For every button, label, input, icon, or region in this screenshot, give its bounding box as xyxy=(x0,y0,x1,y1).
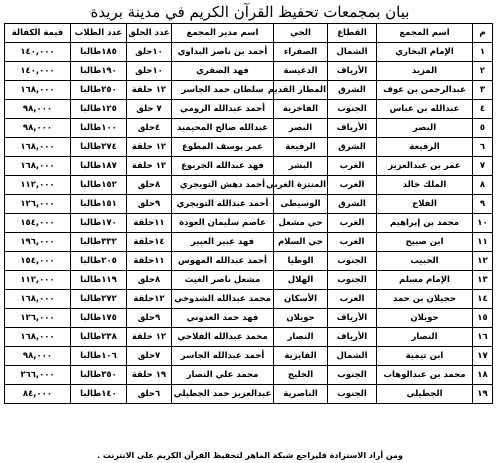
cell-students: ٢٣٨طالبا xyxy=(71,328,127,347)
cell-circles: ١١حلقة xyxy=(127,252,172,271)
cell-name: محمد بن عبدالوهاب xyxy=(377,366,473,385)
cell-index: ١٤ xyxy=(473,290,493,309)
cell-district: النصار xyxy=(274,328,328,347)
cell-name: النصار xyxy=(377,328,473,347)
cell-index: ٢ xyxy=(473,62,493,81)
cell-index: ٨ xyxy=(473,176,493,195)
cell-sector: الشرق xyxy=(328,81,377,100)
cell-district: الفايزية xyxy=(274,347,328,366)
cell-sector: الغرب xyxy=(328,233,377,252)
cell-index: ١١ xyxy=(473,233,493,252)
cell-students: ٢٥٠طالبا xyxy=(71,81,127,100)
cell-district: الهلال xyxy=(274,271,328,290)
cell-index: ١٩ xyxy=(473,385,493,404)
cell-manager: فهد عبدالله الجربوع xyxy=(172,157,274,176)
cell-students: ١٤٠طالبا xyxy=(71,385,127,404)
cell-index: ١٠ xyxy=(473,214,493,233)
cell-district: الخليج xyxy=(274,366,328,385)
cell-index: ٧ xyxy=(473,157,493,176)
header-value: قيمة الكفالة xyxy=(5,24,71,43)
cell-name: حجيلان بن حمد xyxy=(377,290,473,309)
cell-manager: مشعل ناصر الغيث xyxy=(172,271,274,290)
cell-sector: الغرب xyxy=(328,176,377,195)
cell-manager: محمد عبدالله الفلاحي xyxy=(172,328,274,347)
cell-district: الدعيسة xyxy=(274,62,328,81)
cell-value: ١٦٨,٠٠٠ xyxy=(5,157,71,176)
table-row xyxy=(5,290,493,309)
table-row xyxy=(5,100,493,119)
cell-students: ١٧٥طالبا xyxy=(71,309,127,328)
cell-name: ابن صبيح xyxy=(377,233,473,252)
cell-index: ١٨ xyxy=(473,366,493,385)
cell-circles: ١٠حلق xyxy=(127,43,172,62)
cell-circles: ١٢ حلقة xyxy=(127,157,172,176)
cell-name: حويلان xyxy=(377,309,473,328)
cell-district: حويلان xyxy=(274,309,328,328)
cell-circles: ٨حلق xyxy=(127,176,172,195)
cell-name: الرفيعة xyxy=(377,138,473,157)
cell-index: ١ xyxy=(473,43,493,62)
cell-district: البصر xyxy=(274,119,328,138)
cell-name: الملك خالد xyxy=(377,176,473,195)
cell-district: البشر xyxy=(274,157,328,176)
cell-district: الوسيطى xyxy=(274,195,328,214)
cell-value: ١٢٦,٠٠٠ xyxy=(5,309,71,328)
cell-value: ٢٦٦,٠٠٠ xyxy=(5,366,71,385)
table-header-row xyxy=(5,24,493,43)
cell-manager: عاصم سليمان العودة xyxy=(172,214,274,233)
cell-circles: ٩حلق xyxy=(127,309,172,328)
header-sector: القطاع xyxy=(328,24,377,43)
cell-value: ٩٨,٠٠٠ xyxy=(5,119,71,138)
cell-sector: الشرق xyxy=(328,138,377,157)
cell-circles: ٦حلق xyxy=(127,385,172,404)
cell-sector: الجنوب xyxy=(328,271,377,290)
cell-manager: أحمد عبدالله الجاسر xyxy=(172,347,274,366)
cell-index: ١٢ xyxy=(473,252,493,271)
cell-circles: ١٢حلقة xyxy=(127,290,172,309)
cell-circles: ٨حلق xyxy=(127,271,172,290)
cell-name: الإمام البخاري xyxy=(377,43,473,62)
cell-district: الصفراء xyxy=(274,43,328,62)
cell-name: الإمام مسلم xyxy=(377,271,473,290)
centers-table xyxy=(4,23,493,404)
cell-students: ١٥١طالبا xyxy=(71,195,127,214)
cell-students: ١٩٠طالبا xyxy=(71,62,127,81)
cell-name: ابن تيمية xyxy=(377,347,473,366)
cell-value: ١٤٠,٠٠٠ xyxy=(5,62,71,81)
cell-circles: ١٩ حلقة xyxy=(127,366,172,385)
cell-value: ١٥٤,٠٠٠ xyxy=(5,252,71,271)
cell-circles: ١٢ حلقة xyxy=(127,138,172,157)
cell-students: ١٥٢طالبا xyxy=(71,176,127,195)
cell-students: ١٨٥طالبا xyxy=(71,43,127,62)
cell-index: ١٥ xyxy=(473,309,493,328)
cell-manager: محمد عبدالله الشدوخي xyxy=(172,290,274,309)
cell-circles: ١٤حلقة xyxy=(127,233,172,252)
cell-name: عبدالرحمن بن عوف xyxy=(377,81,473,100)
cell-value: ١٦٨,٠٠٠ xyxy=(5,290,71,309)
cell-students: ٢٧٢طالبا xyxy=(71,290,127,309)
cell-sector: الجنوب xyxy=(328,100,377,119)
cell-circles: ٩حلق xyxy=(127,195,172,214)
table-row xyxy=(5,176,493,195)
table-row xyxy=(5,347,493,366)
table-row xyxy=(5,252,493,271)
cell-name: البصر xyxy=(377,119,473,138)
cell-manager: محمد علي النصار xyxy=(172,366,274,385)
cell-sector: الشمال xyxy=(328,43,377,62)
cell-sector: الجنوب xyxy=(328,385,377,404)
table-row xyxy=(5,233,493,252)
cell-manager: أحمد دهش التويجري xyxy=(172,176,274,195)
table-row xyxy=(5,138,493,157)
cell-sector: الشرق xyxy=(328,195,377,214)
table-row xyxy=(5,328,493,347)
table-row xyxy=(5,195,493,214)
cell-sector: الأرياف xyxy=(328,119,377,138)
cell-students: ٢٠٥طالبا xyxy=(71,252,127,271)
cell-district: حي مشعل xyxy=(274,214,328,233)
cell-students: ١٧٠طالبا xyxy=(71,214,127,233)
cell-manager: عبدالعزيز حمد الجطيلي xyxy=(172,385,274,404)
cell-name: الحبيب xyxy=(377,252,473,271)
header-name: اسم المجمع xyxy=(377,24,473,43)
cell-index: ٥ xyxy=(473,119,493,138)
table-row xyxy=(5,157,493,176)
cell-students: ١٨٧طالبا xyxy=(71,157,127,176)
cell-manager: فهد حمد الغدوني xyxy=(172,309,274,328)
cell-index: ٦ xyxy=(473,138,493,157)
cell-sector: الجنوب xyxy=(328,252,377,271)
table-row xyxy=(5,214,493,233)
cell-value: ٩٨,٠٠٠ xyxy=(5,347,71,366)
cell-sector: الغرب xyxy=(328,290,377,309)
cell-value: ١١٢,٠٠٠ xyxy=(5,176,71,195)
cell-index: ١٦ xyxy=(473,328,493,347)
cell-students: ٢٧٤طالبا xyxy=(71,138,127,157)
cell-district: الفاخرية xyxy=(274,100,328,119)
table-row xyxy=(5,81,493,100)
cell-students: ١١٩طالبا xyxy=(71,271,127,290)
cell-manager: أحمد عبدالله المهوس xyxy=(172,252,274,271)
header-students: عدد الطلاب xyxy=(71,24,127,43)
table-row xyxy=(5,309,493,328)
cell-circles: ١٢ حلقة xyxy=(127,328,172,347)
cell-district: الوطيا xyxy=(274,252,328,271)
table-row xyxy=(5,385,493,404)
cell-value: ١٦٨,٠٠٠ xyxy=(5,138,71,157)
cell-students: ١٠٦طالبا xyxy=(71,347,127,366)
cell-manager: فهد عبير العبير xyxy=(172,233,274,252)
cell-students: ١٢٥طالبا xyxy=(71,100,127,119)
table-row xyxy=(5,366,493,385)
cell-name: عبدالله بن عباس xyxy=(377,100,473,119)
cell-value: ١٤٠,٠٠٠ xyxy=(5,43,71,62)
cell-index: ٤ xyxy=(473,100,493,119)
cell-sector: الأرياف xyxy=(328,328,377,347)
cell-circles: ٧حلق xyxy=(127,347,172,366)
cell-district: الرفيعة xyxy=(274,138,328,157)
table-row xyxy=(5,62,493,81)
cell-district: حي السلام xyxy=(274,233,328,252)
cell-value: ٩٨,٠٠٠ xyxy=(5,100,71,119)
cell-manager: فهد الصقري xyxy=(172,62,274,81)
table-row xyxy=(5,271,493,290)
header-index: م xyxy=(473,24,493,43)
cell-sector: الغرب xyxy=(328,214,377,233)
cell-circles: ١٢ حلقة xyxy=(127,81,172,100)
cell-district: الأسكان xyxy=(274,290,328,309)
cell-sector: الأرياف xyxy=(328,62,377,81)
cell-value: ١٩٦,٠٠٠ xyxy=(5,233,71,252)
cell-name: الفلاح xyxy=(377,195,473,214)
footer-note: ومن أراد الاستزادة فليراجع شبكة الماهر لتحفيظ القرآن الكريم على الانترنت . xyxy=(97,451,403,460)
cell-sector: الغرب xyxy=(328,157,377,176)
table-row xyxy=(5,43,493,62)
cell-circles: ١١حلقة xyxy=(127,214,172,233)
header-circles: عدد الحلق xyxy=(127,24,172,43)
cell-students: ٣٥٠طالبا xyxy=(71,366,127,385)
cell-value: ٨٤,٠٠٠ xyxy=(5,385,71,404)
cell-index: ٩ xyxy=(473,195,493,214)
cell-circles: ١٠حلق xyxy=(127,62,172,81)
cell-manager: أحمد عبدالله الرومي xyxy=(172,100,274,119)
header-district: الحي xyxy=(274,24,328,43)
cell-manager: عبدالله صالح المحيميد xyxy=(172,119,274,138)
cell-district: المنتزة الغربي xyxy=(274,176,328,195)
cell-students: ١٠٠طالبا xyxy=(71,119,127,138)
cell-manager: أحمد بن ناصر البداوي xyxy=(172,43,274,62)
cell-index: ٣ xyxy=(473,81,493,100)
cell-sector: الأرياف xyxy=(328,309,377,328)
cell-manager: أحمد عبدالله التويجري xyxy=(172,195,274,214)
cell-district: المطار القديم xyxy=(274,81,328,100)
table-body xyxy=(5,43,493,404)
cell-value: ١٦٨,٠٠٠ xyxy=(5,81,71,100)
cell-value: ١٦٨,٠٠٠ xyxy=(5,328,71,347)
cell-students: ٣٣٢طالبا xyxy=(71,233,127,252)
table-row xyxy=(5,119,493,138)
cell-sector: الجنوب xyxy=(328,366,377,385)
cell-manager: عمر يوسف المطوع xyxy=(172,138,274,157)
cell-name: محمد بن إبراهيم xyxy=(377,214,473,233)
cell-name: المزيد xyxy=(377,62,473,81)
cell-sector: الشمال xyxy=(328,347,377,366)
cell-index: ١٣ xyxy=(473,271,493,290)
cell-value: ١١٢,٠٠٠ xyxy=(5,271,71,290)
cell-value: ١٥٤,٠٠٠ xyxy=(5,214,71,233)
header-manager: اسم مدير المجمع xyxy=(172,24,274,43)
cell-manager: سلطان حمد الجاسر xyxy=(172,81,274,100)
cell-district: الناصرية xyxy=(274,385,328,404)
cell-circles: ٧ حلق xyxy=(127,100,172,119)
cell-index: ١٧ xyxy=(473,347,493,366)
cell-value: ١٢٦,٠٠٠ xyxy=(5,195,71,214)
cell-name: الجطيلي xyxy=(377,385,473,404)
cell-name: عمر بن عبدالعزيز xyxy=(377,157,473,176)
document-title: بيان بمجمعات تحفيظ القرآن الكريم في مدينة بريدة xyxy=(90,3,410,21)
cell-circles: ٤حلق xyxy=(127,119,172,138)
